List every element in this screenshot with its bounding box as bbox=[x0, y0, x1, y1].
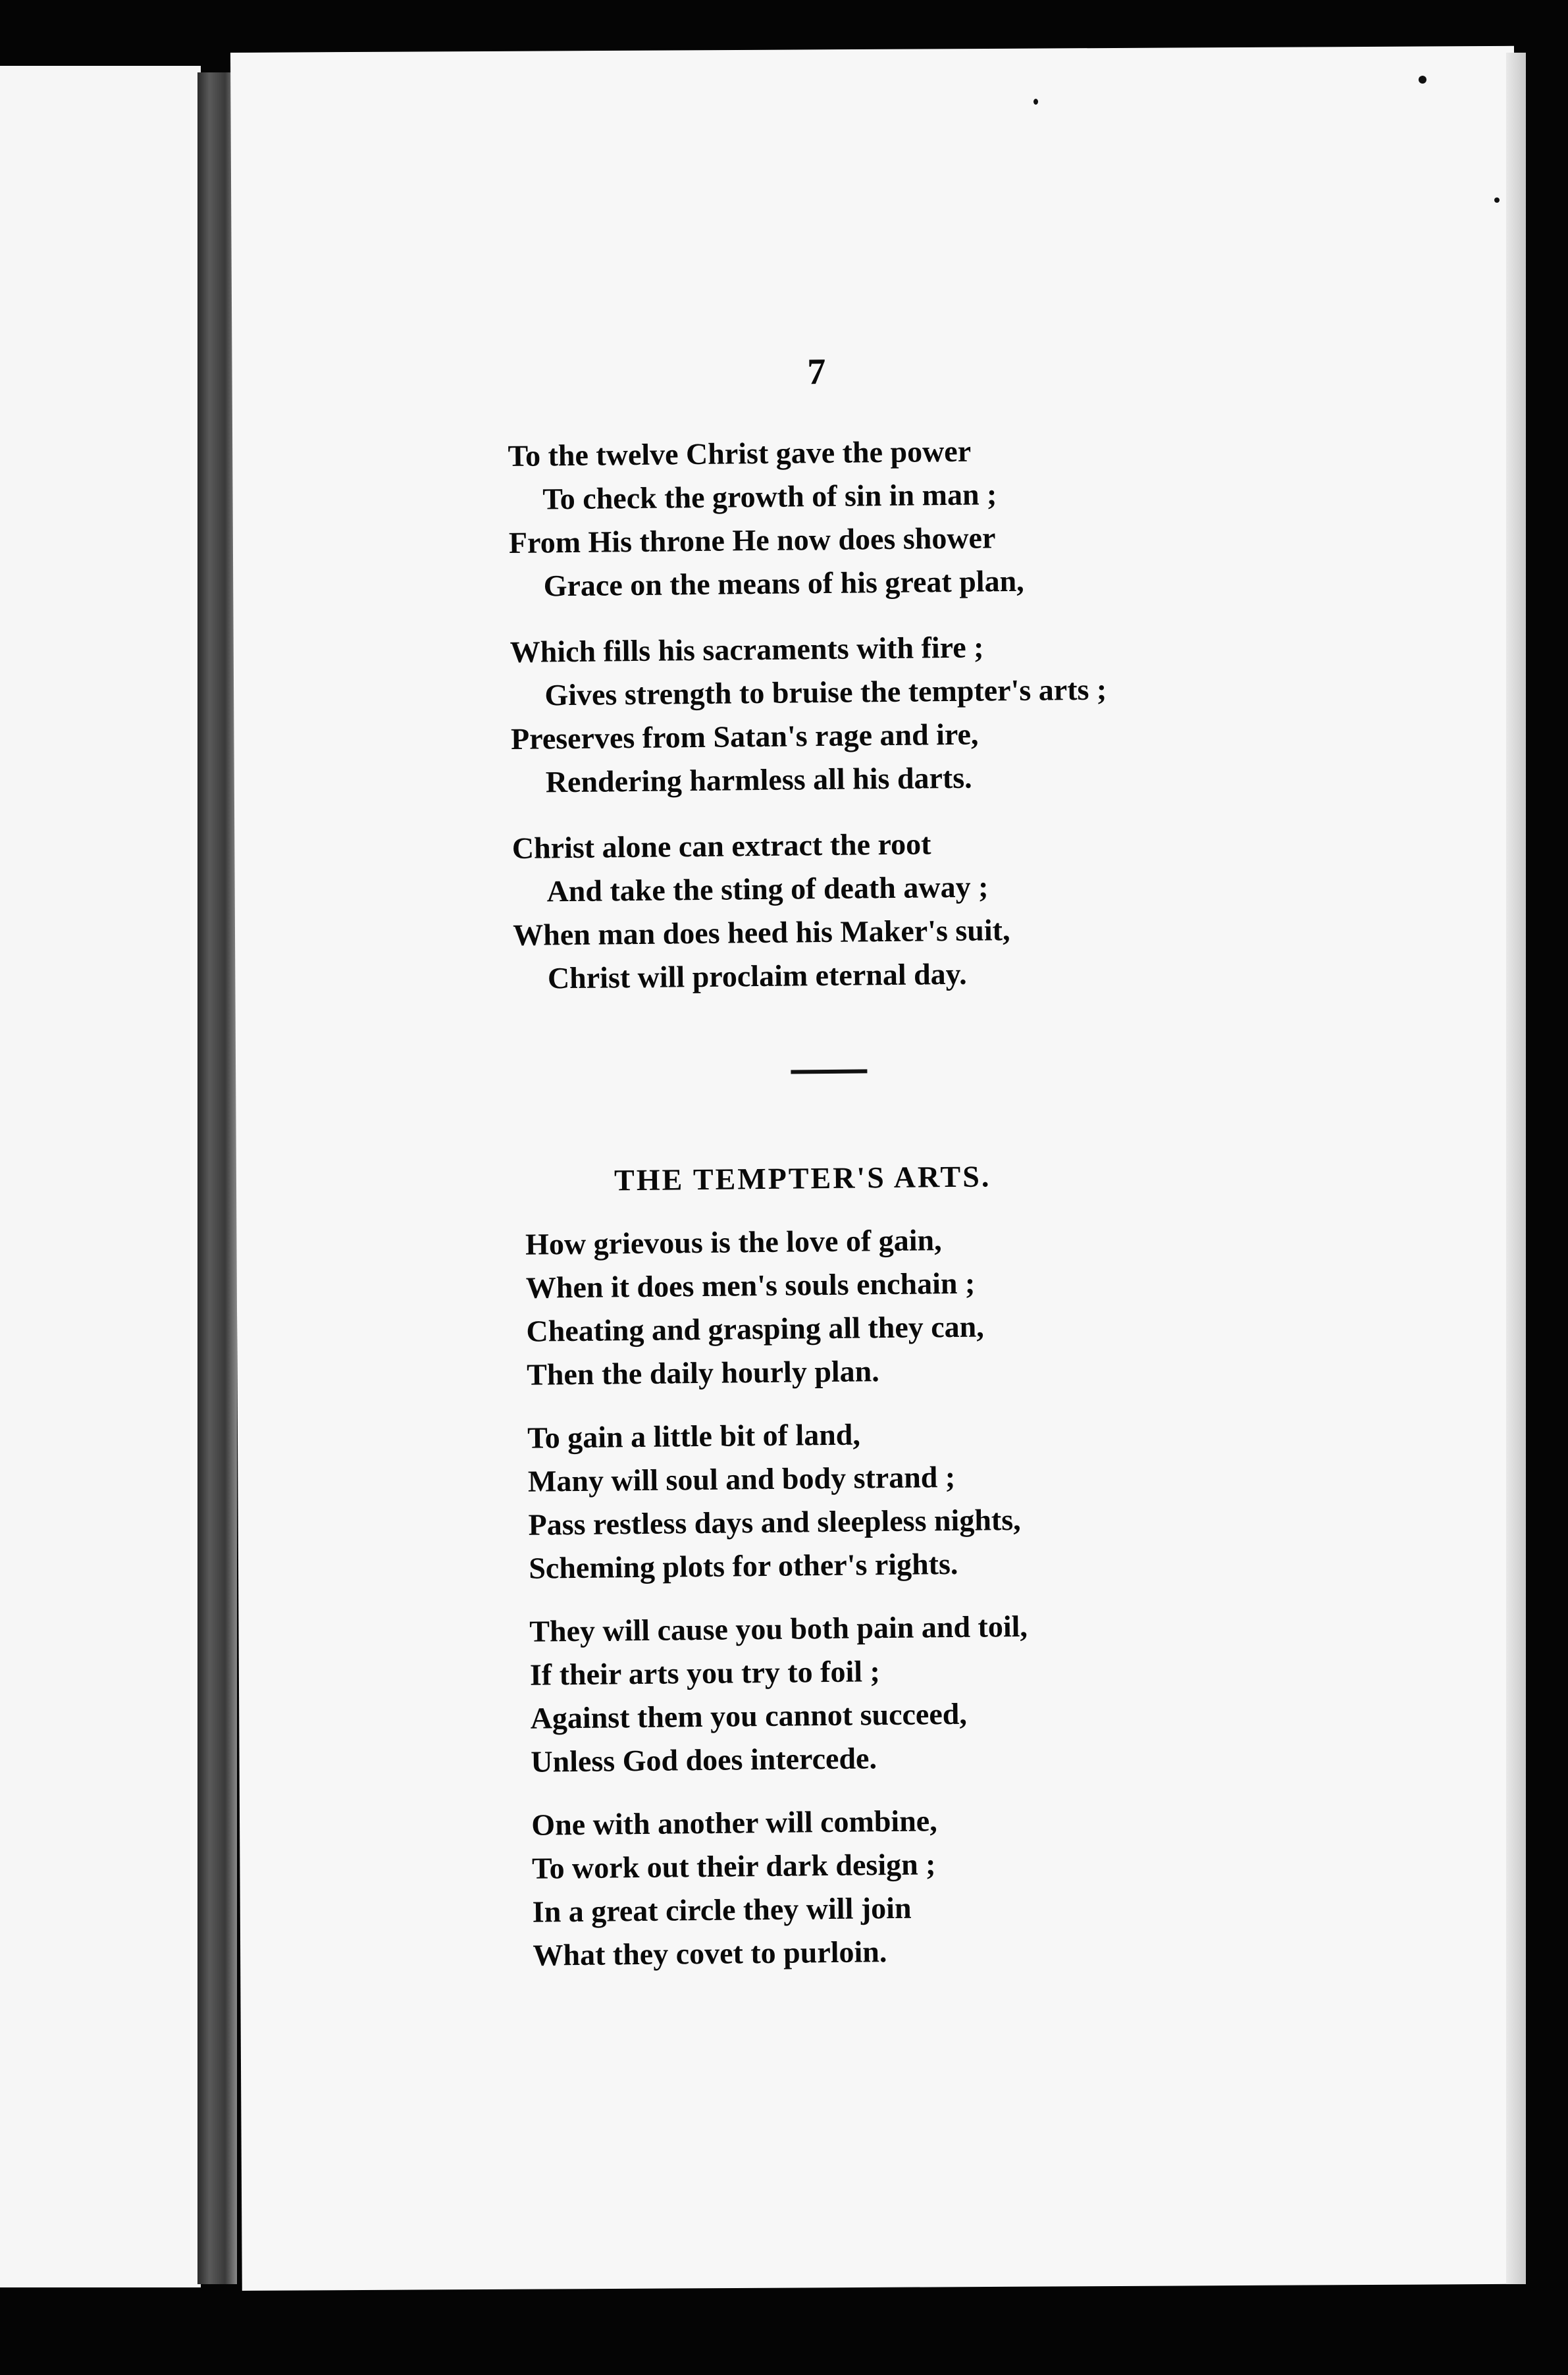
stanza bbox=[527, 1407, 1376, 1590]
verse-line: If their arts you try to foil ; bbox=[529, 1654, 881, 1692]
stanza bbox=[525, 1214, 1374, 1396]
stanza bbox=[531, 1794, 1380, 1977]
verse-line: Pass restless days and sleepless nights, bbox=[528, 1502, 1021, 1542]
book-gutter bbox=[197, 72, 237, 2284]
verse-line: To check the growth of sin in man ; bbox=[542, 477, 997, 516]
verse-line: And take the sting of death away ; bbox=[546, 870, 989, 908]
poem-tempters-arts bbox=[516, 1214, 1380, 1977]
verse-line: Many will soul and body strand ; bbox=[527, 1459, 956, 1498]
verse-line: Christ alone can extract the root bbox=[511, 827, 931, 865]
page-number: 7 bbox=[806, 351, 826, 393]
verse-line: In a great circle they will join bbox=[532, 1891, 912, 1929]
verse-line: Preserves from Satan's rage and ire, bbox=[510, 717, 979, 756]
ink-speck bbox=[1494, 197, 1500, 203]
verse-line: To gain a little bit of land, bbox=[527, 1417, 861, 1455]
verse-line: Grace on the means of his great plan, bbox=[543, 563, 1024, 603]
stanza bbox=[529, 1601, 1378, 1783]
verse-line: When it does men's souls enchain ; bbox=[525, 1266, 976, 1305]
ink-speck bbox=[1419, 76, 1426, 84]
verse-line: To work out their dark design ; bbox=[531, 1847, 936, 1885]
verse-line: They will cause you both pain and toil, bbox=[529, 1609, 1028, 1648]
stanza bbox=[508, 425, 1365, 608]
facing-page bbox=[0, 66, 201, 2287]
verse-line: Scheming plots for other's rights. bbox=[529, 1546, 958, 1585]
verse-line: From His throne He now does shower bbox=[508, 521, 996, 560]
verse-line: Unless God does intercede. bbox=[531, 1741, 877, 1779]
verse-line: How grievous is the love of gain, bbox=[525, 1223, 942, 1261]
verse-line: To the twelve Christ gave the power bbox=[508, 434, 972, 473]
stanza bbox=[510, 621, 1367, 804]
ink-speck bbox=[1033, 99, 1038, 105]
stanza bbox=[511, 818, 1369, 1001]
verse-line: Which fills his sacraments with fire ; bbox=[510, 630, 984, 669]
verse-line: Christ will proclaim eternal day. bbox=[547, 956, 967, 995]
verse-line: One with another will combine, bbox=[531, 1804, 937, 1842]
poem-untitled bbox=[508, 425, 1369, 1001]
verse-line: Then the daily hourly plan. bbox=[526, 1354, 879, 1392]
verse-line: What they covet to purloin. bbox=[533, 1935, 887, 1972]
verse-line: Gives strength to bruise the tempter's arts ; bbox=[544, 672, 1107, 712]
verse-line: When man does heed his Maker's suit, bbox=[512, 913, 1010, 952]
verse-line: Rendering harmless all his darts. bbox=[545, 760, 972, 799]
poem-title: THE TEMPTER'S ARTS. bbox=[614, 1159, 991, 1197]
page-edge bbox=[1506, 53, 1526, 2284]
page-text bbox=[507, 346, 1380, 1997]
section-divider bbox=[791, 1069, 867, 1074]
verse-line: Cheating and grasping all they can, bbox=[526, 1309, 984, 1348]
verse-line: Against them you cannot succeed, bbox=[530, 1696, 968, 1735]
